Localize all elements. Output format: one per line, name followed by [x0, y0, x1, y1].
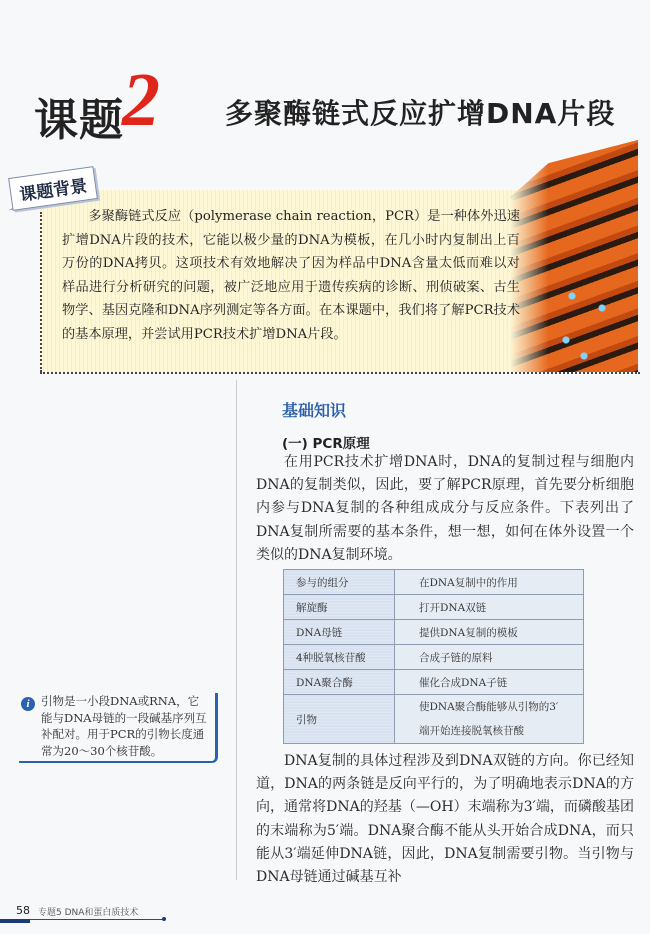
lab-lights-decoration	[560, 280, 620, 360]
footer-bar	[0, 919, 30, 923]
dotted-border-bottom	[40, 372, 640, 374]
side-note-text: 引物是一小段DNA或RNA，它能与DNA母链的一段碱基序列互补配对。用于PCR的引物长度通常为20～30个核苷酸。	[41, 694, 207, 758]
table-cell: 4种脱氧核苷酸	[284, 645, 395, 670]
table-row	[284, 670, 584, 695]
topic-number: 2	[122, 58, 160, 142]
table-cell: 合成子链的原料	[395, 645, 584, 670]
table-header-row	[284, 570, 584, 595]
table-cell: 解旋酶	[284, 595, 395, 620]
background-tag-label: 课题背景	[8, 166, 98, 211]
dotted-border-left	[40, 212, 42, 372]
table-cell: DNA母链	[284, 620, 395, 645]
topic-label: 课题	[34, 95, 124, 146]
page-number: 58	[16, 904, 30, 917]
table-cell: DNA聚合酶	[284, 670, 395, 695]
table-cell-line: 端开始连接脱氧核苷酸	[419, 725, 524, 737]
table-cell: 提供DNA复制的模板	[395, 620, 584, 645]
dna-replication-table	[283, 569, 584, 744]
sub-heading: (一) PCR原理	[282, 436, 370, 452]
section-heading: 基础知识	[282, 401, 347, 420]
table-cell: 打开DNA双链	[395, 595, 584, 620]
table-header-cell: 参与的组分	[284, 570, 395, 595]
table-cell-line: 使DNA聚合酶能够从引物的3′	[419, 701, 559, 713]
page-title: 多聚酶链式反应扩增DNA片段	[225, 97, 616, 130]
table-row	[284, 595, 584, 620]
table-cell: 引物	[284, 695, 395, 744]
chapter-title: 专题5 DNA和蛋白质技术	[38, 908, 139, 918]
footer-line	[30, 919, 164, 920]
background-paragraph: 多聚酶链式反应（polymerase chain reaction，PCR）是一种体外迅速扩增DNA片段的技术，它能以极少量的DNA为模板，在几小时内复制出上百万份的DNA拷贝。这项技术有效地解决了因为样品中DNA含量太低而难以对样品进行分析研究的问题，被广泛地应用于遗传疾病的诊断、刑侦破案、古生物学、基因克隆和DNA序列测定等各方面。在本课题中，我们将了解PCR技术的基本原理，并尝试用PCR技术扩增DNA片段。	[62, 209, 520, 342]
table-cell	[395, 695, 584, 744]
column-divider	[236, 380, 237, 880]
table-row	[284, 695, 584, 744]
table-cell: 催化合成DNA子链	[395, 670, 584, 695]
info-icon: i	[21, 697, 35, 711]
table-header-cell: 在DNA复制中的作用	[395, 570, 584, 595]
table-row	[284, 620, 584, 645]
body-paragraph-1: 在用PCR技术扩增DNA时，DNA的复制过程与细胞内DNA的复制类似，因此，要了解PCR原理，首先要分析细胞内参与DNA复制的各种组成成分与反应条件。下表列出了DNA复制所需要的基本条件，想一想，如何在体外设置一个类似的DNA复制环境。	[256, 454, 634, 563]
table-row	[284, 645, 584, 670]
footer-dot	[162, 917, 166, 921]
body-paragraph-2: DNA复制的具体过程涉及到DNA双链的方向。你已经知道，DNA的两条链是反向平行的，为了明确地表示DNA的方向，通常将DNA的羟基（—OH）末端称为3′端，而磷酸基团的末端称为5′端。DNA聚合酶不能从头开始合成DNA，而只能从3′端延伸DNA链，因此，DNA复制需要引物。当引物与DNA母链通过碱基互补	[256, 753, 634, 886]
